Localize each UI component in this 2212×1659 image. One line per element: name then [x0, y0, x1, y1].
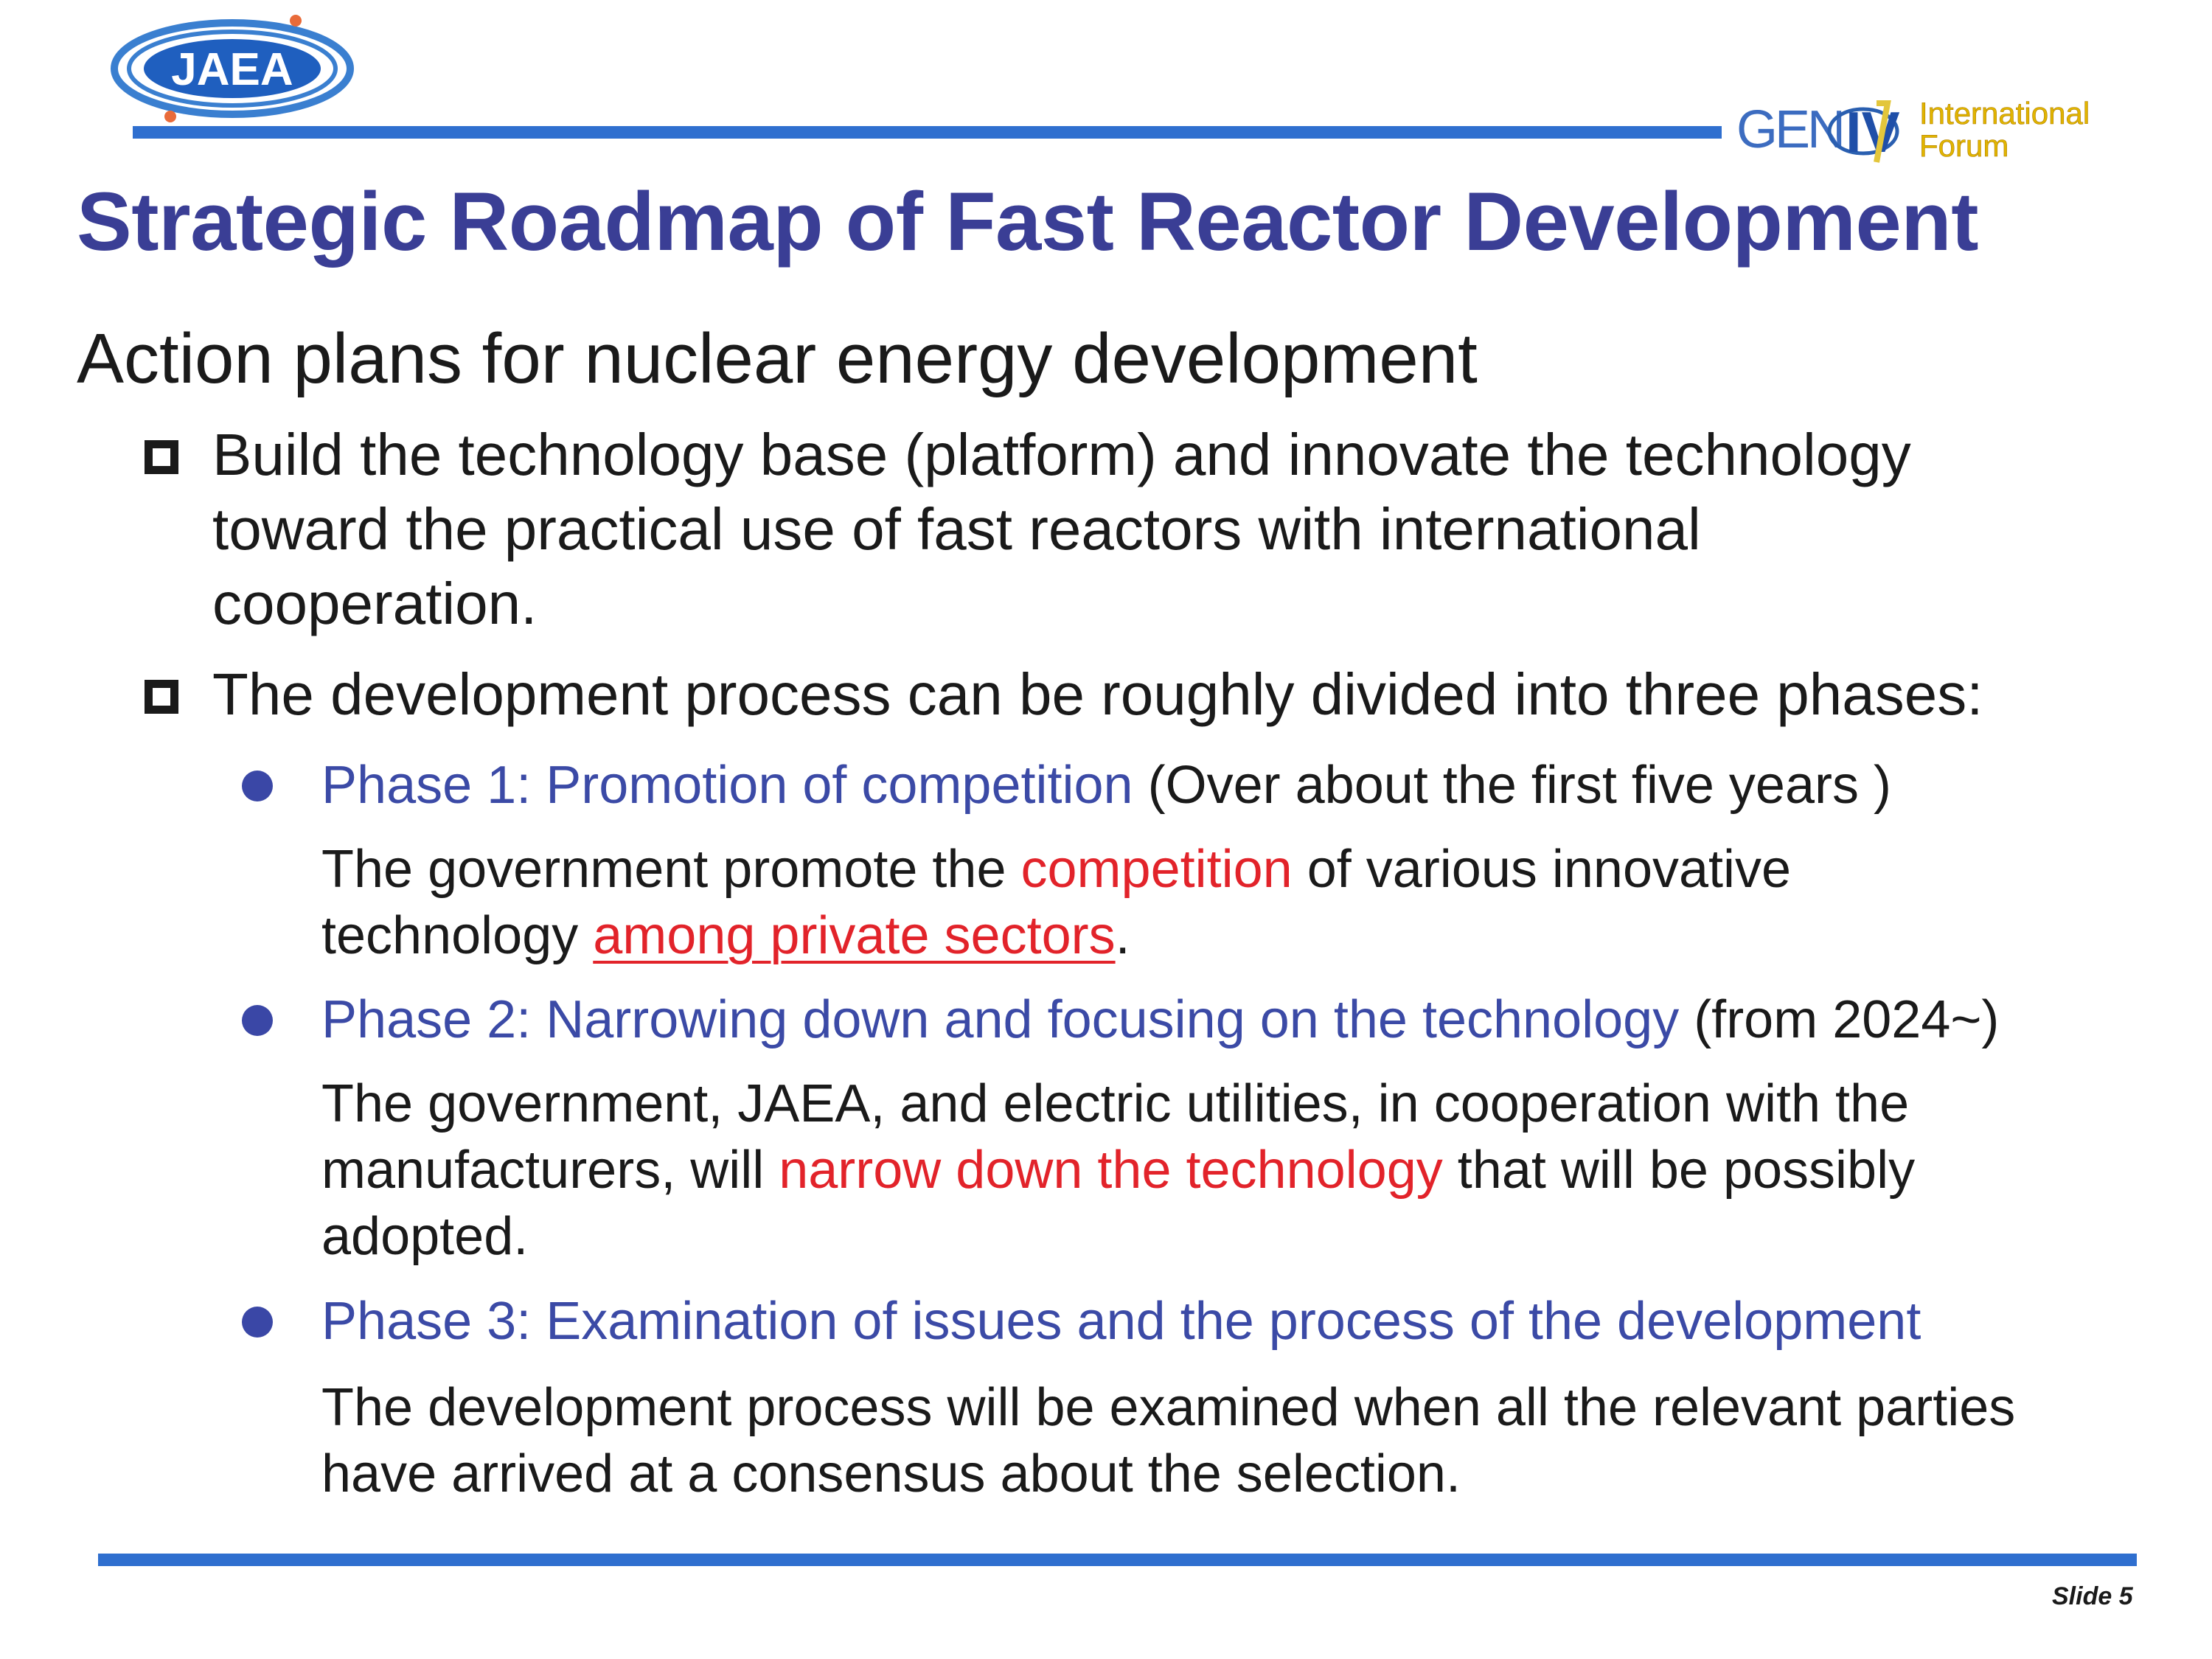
phase-3-heading: Phase 3: Examination of issues and the process of the development: [321, 1292, 1921, 1351]
round-bullet-icon: [242, 1307, 273, 1338]
phase-1-desc-text: of various innovative: [1292, 840, 1792, 899]
phase-2-note: (from 2024~): [1679, 990, 2000, 1049]
phase-1-desc-text: The government promote the: [321, 840, 1021, 899]
phase-3-desc-line-2: have arrived at a consensus about the selection.: [321, 1444, 1461, 1503]
phase-2-desc-line-1: The government, JAEA, and electric utilities, in cooperation with the: [321, 1074, 1910, 1133]
phase-2-heading: Phase 2: Narrowing down and focusing on the technology: [321, 990, 1680, 1049]
phase-1-note: (Over about the first five years ): [1133, 756, 1891, 815]
gen-iv-logo-line2: Forum: [1919, 128, 2009, 163]
phase-1-desc-line-1: [321, 836, 1791, 902]
phase-1-desc-line-2: [321, 902, 1130, 969]
phase-3-heading-row: [321, 1289, 1921, 1354]
gen-iv-logo-gen: GEN: [1736, 100, 1843, 159]
slide-number: Slide 5: [2052, 1582, 2133, 1610]
gen-iv-logo-line1: International: [1919, 96, 2090, 131]
jaea-logo: [107, 13, 358, 124]
phase-2-heading-row: [321, 987, 1999, 1052]
header-rule: [133, 126, 1722, 139]
jaea-logo-text: JAEA: [171, 44, 293, 95]
phase-1-desc-text: technology: [321, 906, 594, 965]
bullet-1-line-2: toward the practical use of fast reactors with international: [212, 496, 1701, 562]
phase-2-desc-line-2: [321, 1137, 1915, 1203]
square-bullet-icon: [145, 440, 178, 474]
footer-rule: [98, 1554, 2137, 1566]
bullet-2-line-1: The development process can be roughly divided into three phases:: [212, 661, 1983, 727]
gen-iv-logo: [1736, 96, 2120, 177]
section-subtitle: Action plans for nuclear energy development: [77, 319, 1478, 398]
round-bullet-icon: [242, 1005, 273, 1036]
phase-2-highlight: narrow down the technology: [779, 1141, 1443, 1200]
phase-1-heading: Phase 1: Promotion of competition: [321, 756, 1133, 815]
phase-1-highlight: competition: [1020, 840, 1293, 899]
phase-1-desc-text: .: [1115, 906, 1130, 965]
round-bullet-icon: [242, 771, 273, 801]
bullet-1-line-3: cooperation.: [212, 571, 538, 636]
phase-2-desc-text: that will be possibly: [1442, 1141, 1916, 1200]
phase-1-heading-row: [321, 753, 1891, 818]
square-bullet-icon: [145, 680, 178, 714]
phase-2-desc-text: manufacturers, will: [321, 1141, 779, 1200]
phase-1-underlined-highlight: among private sectors: [593, 906, 1116, 965]
page-title: Strategic Roadmap of Fast Reactor Development: [77, 175, 1978, 268]
phase-3-desc-line-1: The development process will be examined when all the relevant parties: [321, 1378, 2016, 1437]
bullet-1-line-1: Build the technology base (platform) and innovate the technology: [212, 422, 1911, 487]
gen-iv-logo-roman: IV: [1846, 100, 1900, 164]
phase-2-desc-line-3: adopted.: [321, 1207, 529, 1266]
